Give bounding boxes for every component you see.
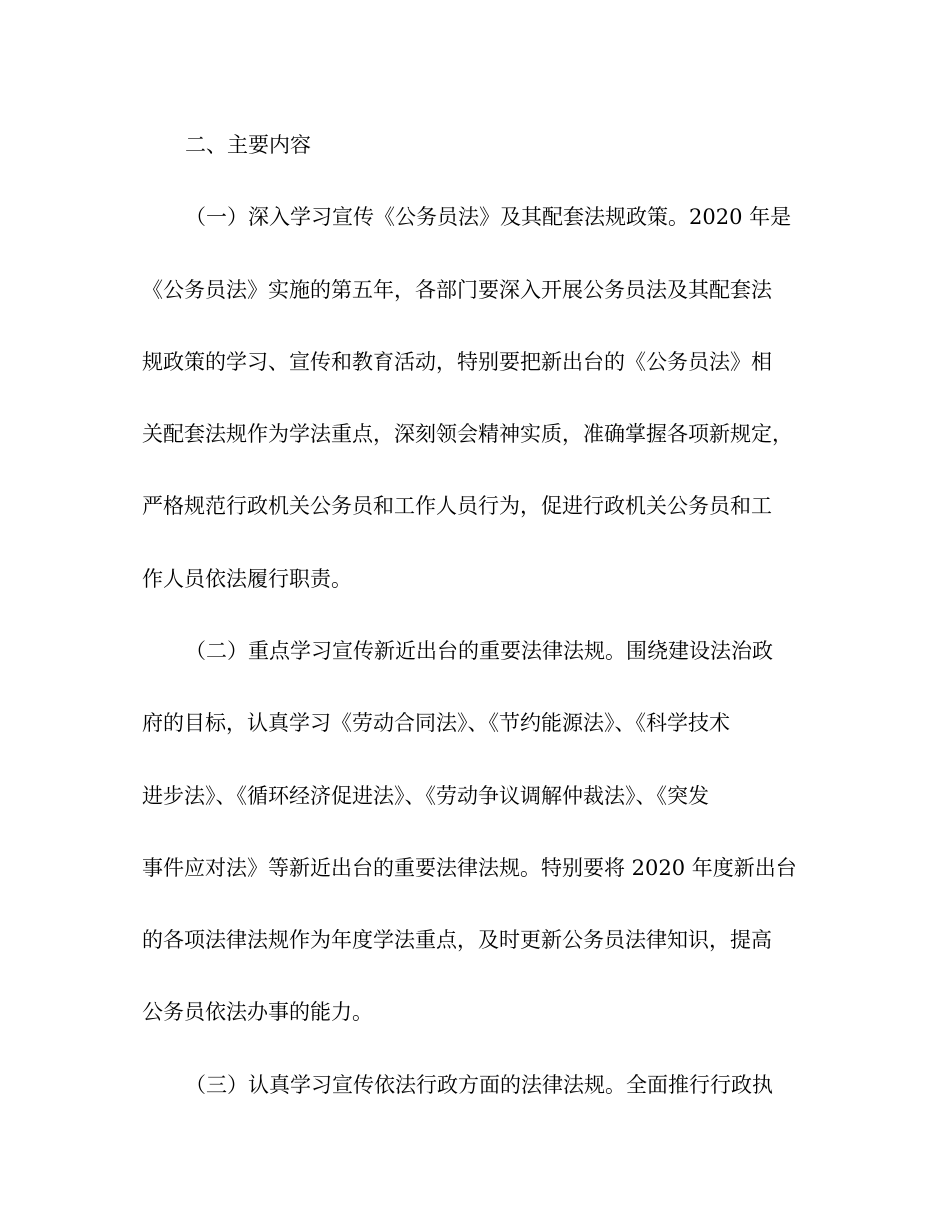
paragraph-2-line-2: 府的目标，认真学习《劳动合同法》、《节约能源法》、《科学技术 bbox=[142, 711, 730, 735]
paragraph-1-line-6: 作人员依法履行职责。 bbox=[142, 567, 352, 591]
paragraph-2-line-5: 的各项法律法规作为年度学法重点，及时更新公务员法律知识，提高 bbox=[142, 928, 772, 952]
paragraph-1-line-2: 《公务员法》实施的第五年，各部门要深入开展公务员法及其配套法 bbox=[142, 278, 772, 302]
paragraph-1-line-5: 严格规范行政机关公务员和工作人员行为，促进行政机关公务员和工 bbox=[142, 494, 772, 518]
paragraph-2-line-1: （二）重点学习宣传新近出台的重要法律法规。围绕建设法治政 bbox=[185, 639, 773, 663]
paragraph-2-line-4: 事件应对法》等新近出台的重要法律法规。特别要将 2020 年度新出台 bbox=[142, 856, 797, 880]
section-heading: 二、主要内容 bbox=[185, 133, 311, 157]
paragraph-1-line-4: 关配套法规作为学法重点，深刻领会精神实质，准确掌握各项新规定， bbox=[142, 422, 793, 446]
paragraph-2-line-6: 公务员依法办事的能力。 bbox=[142, 1000, 373, 1024]
paragraph-1-line-3: 规政策的学习、宣传和教育活动，特别要把新出台的《公务员法》相 bbox=[142, 350, 772, 374]
paragraph-3-line-1: （三）认真学习宣传依法行政方面的法律法规。全面推行行政执 bbox=[185, 1073, 773, 1097]
paragraph-2-line-3: 进步法》、《循环经济促进法》、《劳动争议调解仲裁法》、《突发 bbox=[142, 784, 709, 808]
paragraph-1-line-1: （一）深入学习宣传《公务员法》及其配套法规政策。2020 年是 bbox=[185, 205, 792, 229]
